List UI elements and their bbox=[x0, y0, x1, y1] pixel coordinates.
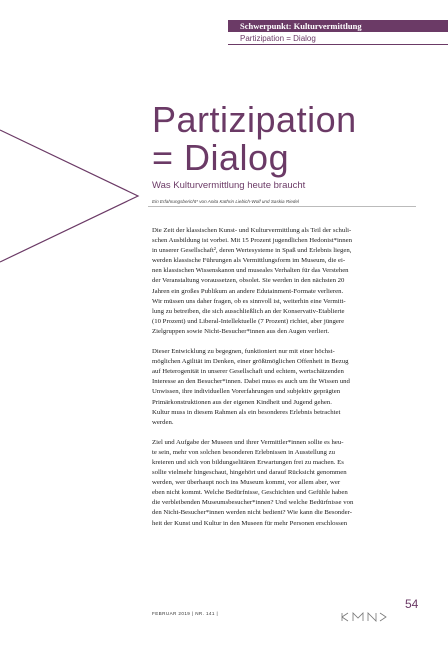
article-title-line-1: Partizipation bbox=[152, 99, 357, 140]
body-line: Primärkonstruktionen aus der eigenen Kindheit und Jugend gehen. bbox=[152, 398, 332, 406]
body-paragraph bbox=[152, 226, 414, 337]
body-line: Ziel und Aufgabe der Museen und ihrer Vermittler*innen sollte es heu- bbox=[152, 438, 344, 446]
body-line: Jahren ein großes Publikum an andere Edutainment-Formate verlieren. bbox=[152, 287, 344, 295]
article-body bbox=[152, 226, 414, 539]
body-line: werden. bbox=[152, 418, 174, 426]
body-line: die verbleibenden Museumsbesucher*innen? Und welche Bedürfnisse von bbox=[152, 499, 354, 507]
section-header: Schwerpunkt: Kulturvermittlung bbox=[228, 20, 448, 32]
body-line: in unserer Gesellschaft², deren Wertesysteme in Spaß und Erlebnis liegen, bbox=[152, 247, 352, 255]
body-line: te sein, mehr von solchen besonderen Erlebnissen in Ausstellung zu bbox=[152, 448, 335, 456]
body-line: der Veranstaltung voraussetzen, obsolet. Sie werden in den nächsten 20 bbox=[152, 277, 345, 285]
body-line: Wir müssen uns daher fragen, ob es sinnvoll ist, weiterhin eine Vermitt- bbox=[152, 297, 346, 305]
body-line: Interesse an den Besucher*innen. Dabei muss es auch um ihr Wissen und bbox=[152, 378, 350, 386]
body-line: eben nicht kommt. Welche Bedürfnisse, Geschichten und Gefühle haben bbox=[152, 489, 348, 497]
body-paragraph bbox=[152, 347, 414, 428]
body-line: Kultur muss in diesem Rahmen als ein besonderes Erlebnis betrachtet bbox=[152, 408, 341, 416]
body-line: Unwissen, ihre individuellen Vorerfahrungen und subjektiv geprägten bbox=[152, 388, 341, 396]
body-line: kreieren und sich von bildungselitären Erwartungen frei zu machen. Es bbox=[152, 458, 344, 466]
body-line: den Nicht-Besucher*innen werden nicht bedient? Wie kann die Besonder- bbox=[152, 509, 353, 517]
body-line: Dieser Entwicklung zu begegnen, funktioniert nur mit einer höchst- bbox=[152, 348, 335, 356]
kmn-logo bbox=[340, 612, 388, 622]
body-line: (10 Prozent) und Liberal-Intellektuelle (7 Prozent) richtet, aber jüngere bbox=[152, 317, 345, 325]
body-line: werden klassische Führungen als Vermittlungsform im Museum, die ei- bbox=[152, 257, 346, 265]
page-number: 54 bbox=[405, 597, 419, 611]
body-line: heit der Kunst und Kultur in den Museen für mehr Personen erschlossen bbox=[152, 519, 348, 527]
section-subheader: Partizipation = Dialog bbox=[240, 34, 316, 43]
article-title-line-2: = Dialog bbox=[152, 137, 290, 178]
body-line: Zielgruppen sowie Nicht-Besucher*innen aus den Augen verliert. bbox=[152, 327, 330, 335]
article-credit: Ein Erfahrungsbericht* von Anita Kathrin Liebich-Wolf und Saskia Riedel bbox=[152, 199, 299, 204]
body-line: auf Heterogenität in unserer Gesellschaft und echtem, wertschätzenden bbox=[152, 368, 344, 376]
footer-issue: FEBRUAR 2019 | NR. 141 | bbox=[152, 611, 219, 616]
body-line: schen Ausbildung ist vorbei. Mit 15 Prozent jugendlichen Hedonist*innen bbox=[152, 237, 353, 245]
article-subtitle: Was Kulturvermittlung heute braucht bbox=[152, 180, 306, 191]
body-paragraph bbox=[152, 438, 414, 529]
body-line: sollte vielmehr hingeschaut, hingehört und darauf Rücksicht genommen bbox=[152, 469, 347, 477]
body-line: möglichen Agilität im Denken, einer größtmöglichen Offenheit in Bezug bbox=[152, 358, 349, 366]
section-divider bbox=[228, 44, 448, 45]
credit-divider bbox=[148, 206, 416, 207]
body-line: lung zu betreiben, die sich ausschließlich an der Konservativ-Etablierte bbox=[152, 307, 345, 315]
body-line: werden, wer überhaupt noch ins Museum kommt, vor allem aber, wer bbox=[152, 479, 341, 487]
body-line: Die Zeit der klassischen Kunst- und Kulturvermittlung als Teil der schuli- bbox=[152, 227, 352, 234]
body-line: nen klassischen Wissenskanon und museales Verhalten für das Verstehen bbox=[152, 267, 349, 275]
